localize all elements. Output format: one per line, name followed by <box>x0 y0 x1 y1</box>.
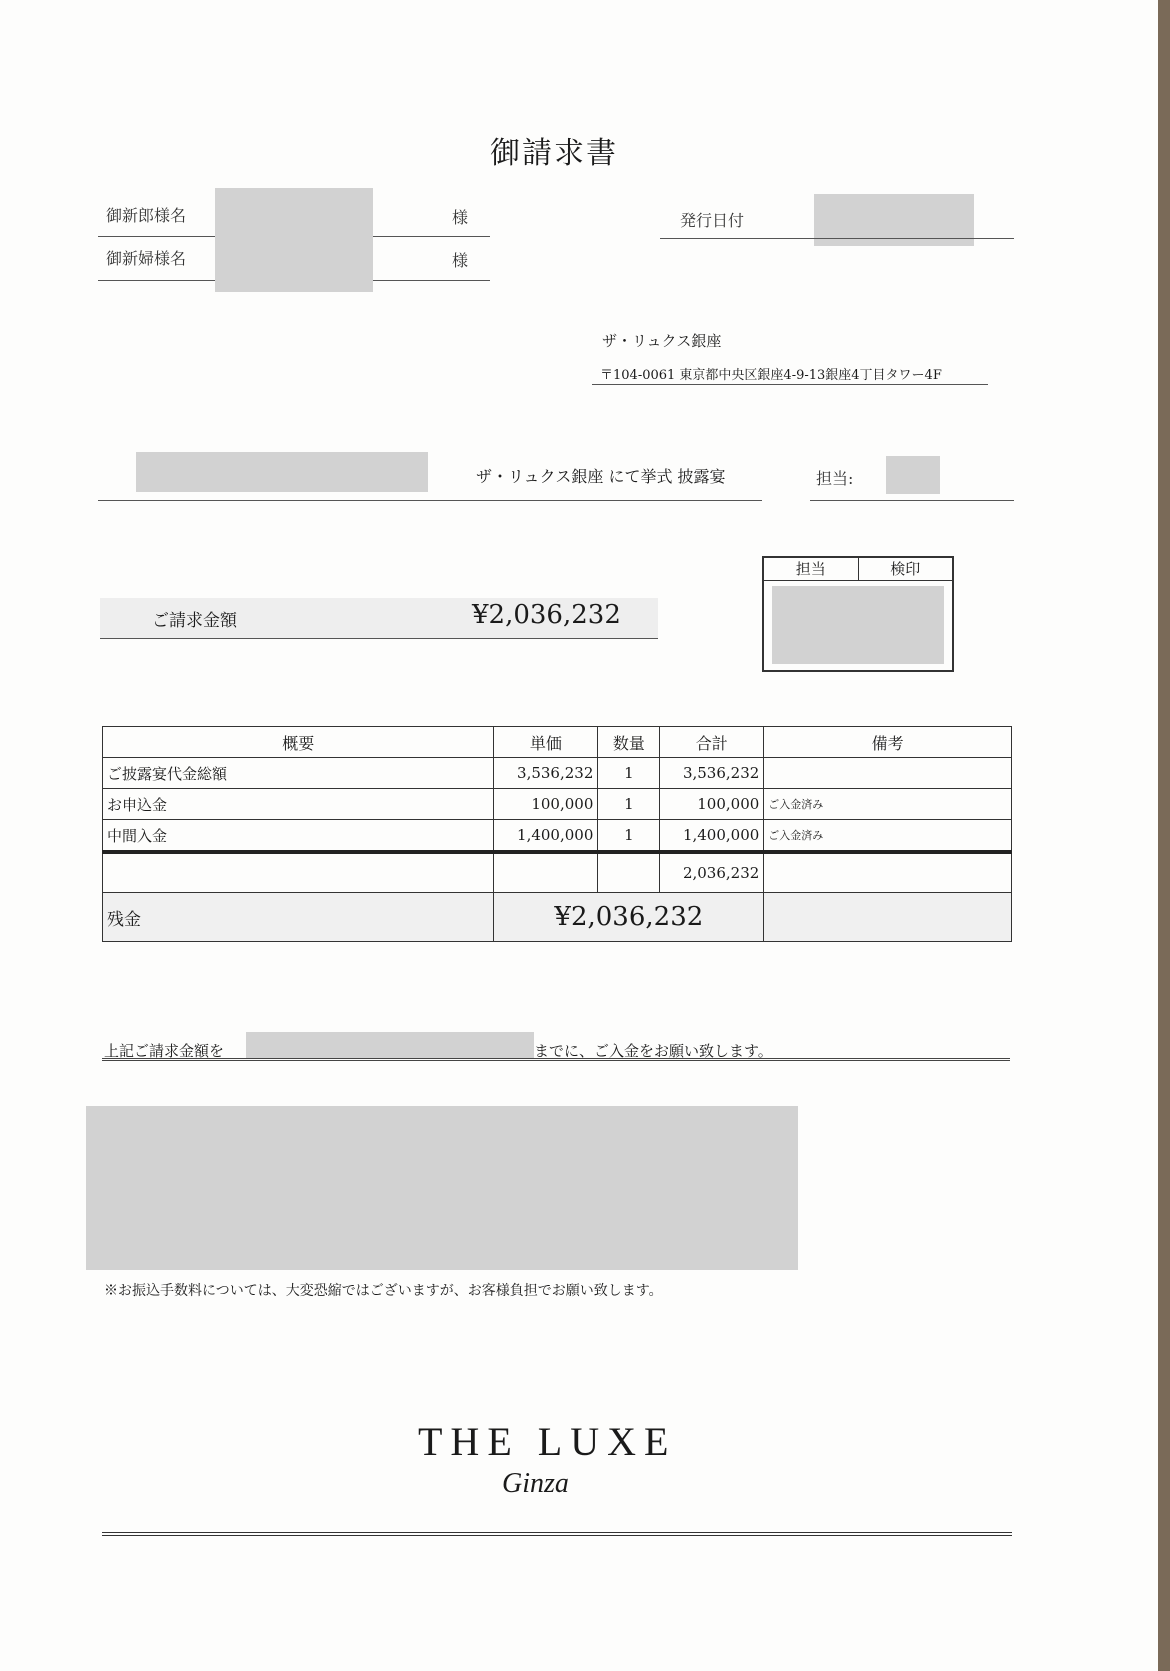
items-table <box>102 726 1012 942</box>
row-note <box>764 758 1012 789</box>
header-unit-price: 単価 <box>494 727 598 758</box>
row-qty: 1 <box>598 820 660 853</box>
table-row <box>103 758 1012 789</box>
subtotal-value: 2,036,232 <box>660 852 764 893</box>
row-total: 3,536,232 <box>660 758 764 789</box>
address-underline <box>592 384 988 385</box>
row-desc: ご披露宴代金総額 <box>103 758 494 789</box>
document-title: 御請求書 <box>490 136 618 171</box>
footer-rule <box>102 1532 1012 1536</box>
row-unit: 1,400,000 <box>494 820 598 853</box>
table-header-row <box>103 727 1012 758</box>
brand-logo-main: THE LUXE <box>418 1419 677 1464</box>
balance-amount: ¥2,036,232 <box>494 893 764 942</box>
bride-honorific: 様 <box>452 251 469 270</box>
redacted-names <box>215 188 373 292</box>
groom-name-label: 御新郎様名 <box>106 206 187 225</box>
redacted-event-date <box>136 452 428 492</box>
header-quantity: 数量 <box>598 727 660 758</box>
stamp-staff-header: 担当 <box>795 560 826 578</box>
row-desc: 中間入金 <box>103 820 494 853</box>
issue-date-underline <box>660 238 1014 239</box>
payment-request-suffix: までに、ご入金をお願い致します。 <box>534 1042 773 1060</box>
row-unit: 3,536,232 <box>494 758 598 789</box>
staff-underline <box>810 500 1014 501</box>
event-underline <box>98 500 762 501</box>
balance-label: 残金 <box>103 893 494 942</box>
transfer-fee-note: ※お振込手数料については、大変恐縮ではございますが、お客様負担でお願い致します。 <box>104 1283 663 1299</box>
brand-logo-sub: Ginza <box>502 1468 569 1499</box>
header-summary: 概要 <box>103 727 494 758</box>
groom-honorific: 様 <box>452 208 469 227</box>
event-description: ザ・リュクス銀座 にて挙式 披露宴 <box>476 467 726 486</box>
table-row <box>103 789 1012 820</box>
row-total: 100,000 <box>660 789 764 820</box>
row-desc: お申込金 <box>103 789 494 820</box>
payment-request-prefix: 上記ご請求金額を <box>104 1042 225 1060</box>
staff-label: 担当: <box>816 469 854 488</box>
venue-address: 〒104-0061 東京都中央区銀座4-9-13銀座4丁目タワー4F <box>600 368 942 383</box>
subtotal-row <box>103 852 1012 893</box>
billing-label: ご請求金額 <box>152 611 237 631</box>
redacted-bank-info <box>86 1106 798 1270</box>
balance-row <box>103 893 1012 942</box>
row-note: ご入金済み <box>764 820 1012 853</box>
row-unit: 100,000 <box>494 789 598 820</box>
redacted-staff <box>886 456 940 494</box>
stamp-seal-header: 検印 <box>858 558 953 580</box>
row-total: 1,400,000 <box>660 820 764 853</box>
row-note: ご入金済み <box>764 789 1012 820</box>
payment-request-underline <box>102 1058 1010 1061</box>
header-total: 合計 <box>660 727 764 758</box>
billing-amount: ¥2,036,232 <box>472 600 621 630</box>
row-qty: 1 <box>598 758 660 789</box>
stamp-box <box>762 556 954 672</box>
table-row <box>103 820 1012 853</box>
redacted-payment-deadline <box>246 1032 534 1058</box>
venue-name: ザ・リュクス銀座 <box>602 332 722 350</box>
billing-underline <box>100 638 658 639</box>
redacted-stamps <box>772 586 944 664</box>
row-qty: 1 <box>598 789 660 820</box>
header-remarks: 備考 <box>764 727 1012 758</box>
issue-date-label: 発行日付 <box>680 211 745 230</box>
bride-name-label: 御新婦様名 <box>106 249 187 268</box>
